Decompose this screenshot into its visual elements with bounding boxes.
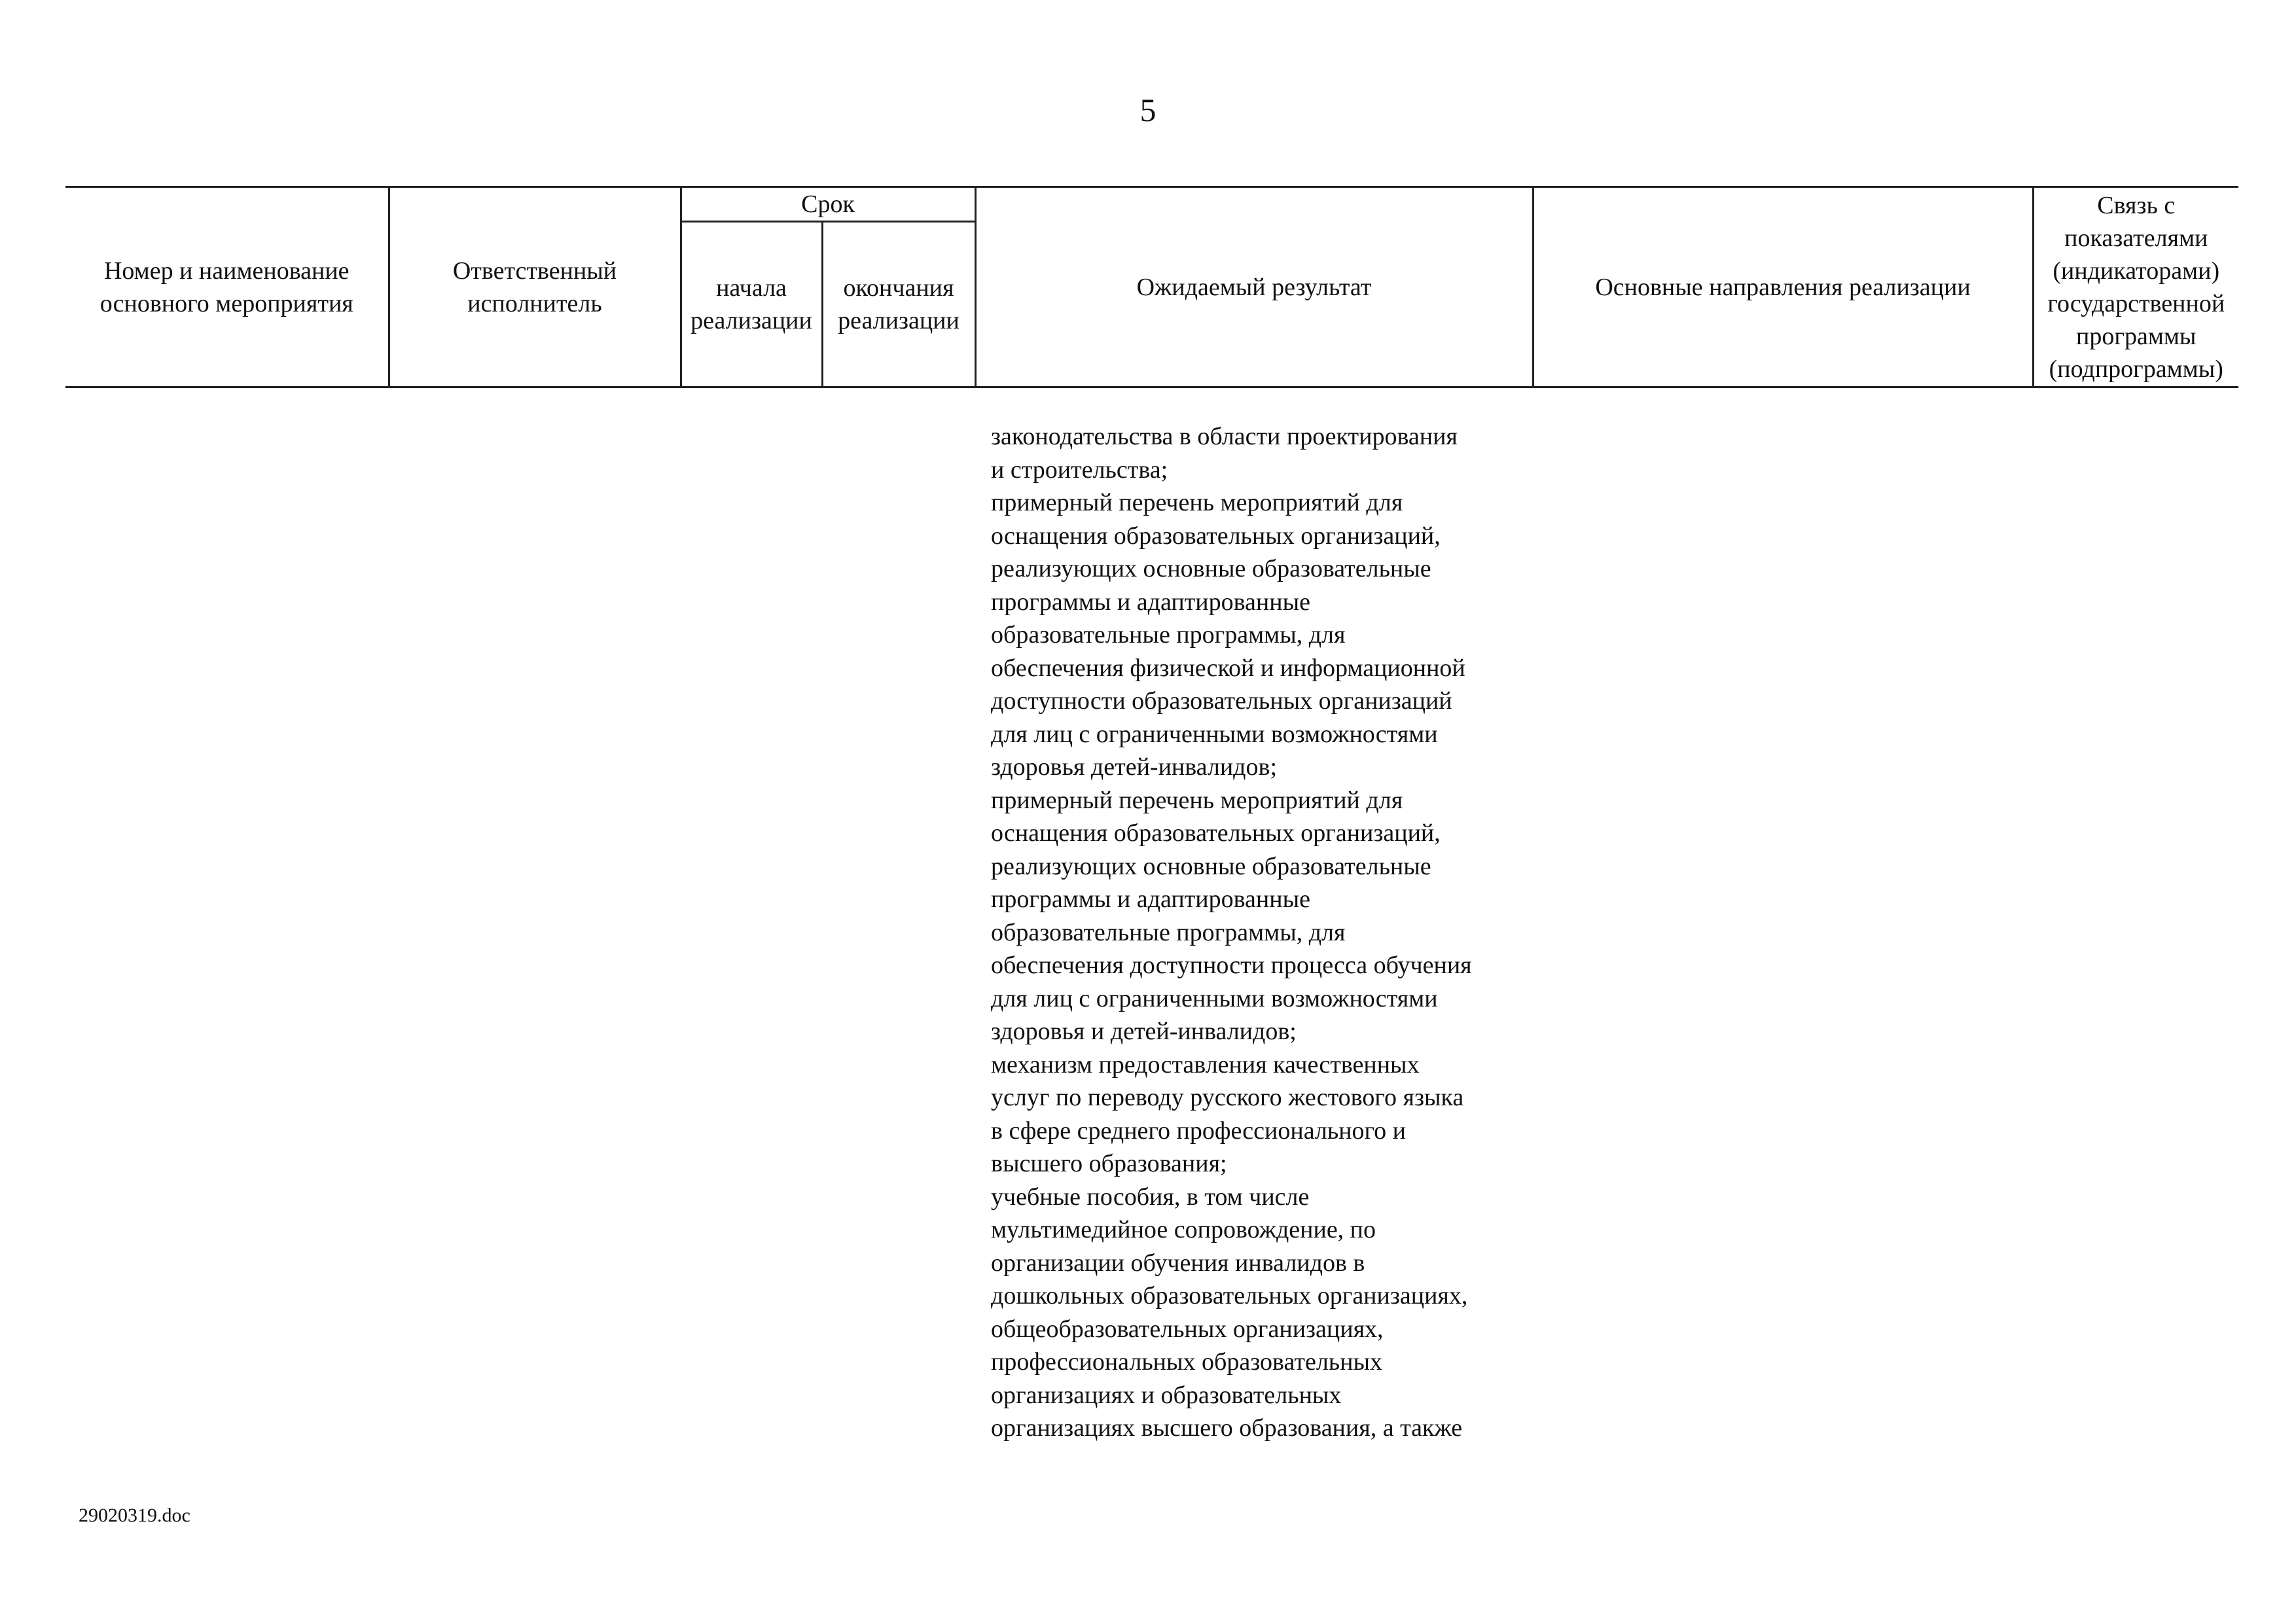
text-line: обеспечения доступности процесса обучения	[991, 952, 1472, 979]
text-line: оснащения образовательных организаций,	[991, 522, 1441, 550]
text-line: для лиц с ограниченными возможностями	[991, 720, 1438, 748]
table-header	[65, 186, 2238, 388]
footer-filename: 29020319.doc	[79, 1505, 190, 1526]
text-line: реализующих основные образовательные	[991, 852, 1431, 880]
text-line: доступности образовательных организаций	[991, 687, 1452, 715]
text-line: организациях и образовательных	[991, 1381, 1342, 1409]
header-indicators-link: Связь с показателями (индикаторами) государственной программы (подпрограммы)	[2033, 187, 2238, 387]
text-line: высшего образования;	[991, 1150, 1227, 1177]
text-line: учебные пособия, в том числе	[991, 1183, 1310, 1211]
header-term: Срок	[681, 187, 975, 222]
page-number: 5	[1139, 92, 1157, 128]
header-term-start: начала реализации	[681, 222, 822, 387]
text-line: примерный перечень мероприятий для	[991, 786, 1403, 814]
text-line: и строительства;	[991, 455, 1168, 484]
text-line: общеобразовательных организациях,	[991, 1315, 1384, 1343]
text-line: услуг по переводу русского жестового языка	[991, 1084, 1464, 1111]
text-line: здоровья детей-инвалидов;	[991, 753, 1278, 781]
text-line: реализующих основные образовательные	[991, 555, 1431, 582]
expected-result-text	[991, 420, 1528, 1445]
text-line: образовательные программы, для	[991, 621, 1346, 649]
header-result: Ожидаемый результат	[975, 187, 1533, 387]
header-executor: Ответственный исполнитель	[389, 187, 681, 387]
text-line: законодательства в области проектирования	[991, 423, 1458, 450]
text-line: здоровья и детей-инвалидов;	[991, 1018, 1297, 1045]
text-line: в сфере среднего профессионального и	[991, 1116, 1407, 1145]
text-line: программы и адаптированные	[991, 588, 1310, 616]
header-term-end: окончания реализации	[822, 222, 975, 387]
text-line: оснащения образовательных организаций,	[991, 819, 1441, 847]
text-line: организациях высшего образования, а также	[991, 1414, 1463, 1442]
text-line: образовательные программы, для	[991, 918, 1346, 946]
header-measure: Номер и наименование основного мероприятия	[65, 187, 389, 387]
text-line: дошкольных образовательных организациях,	[991, 1282, 1468, 1310]
text-line: профессиональных образовательных	[991, 1348, 1382, 1376]
header-directions: Основные направления реализации	[1533, 187, 2033, 387]
text-line: мультимедийное сопровождение, по	[991, 1216, 1376, 1243]
text-line: механизм предоставления качественных	[991, 1050, 1420, 1079]
text-line: программы и адаптированные	[991, 885, 1310, 913]
text-line: организации обучения инвалидов в	[991, 1249, 1365, 1277]
text-line: для лиц с ограниченными возможностями	[991, 984, 1438, 1012]
text-line: примерный перечень мероприятий для	[991, 489, 1403, 516]
text-line: обеспечения физической и информационной	[991, 654, 1465, 682]
